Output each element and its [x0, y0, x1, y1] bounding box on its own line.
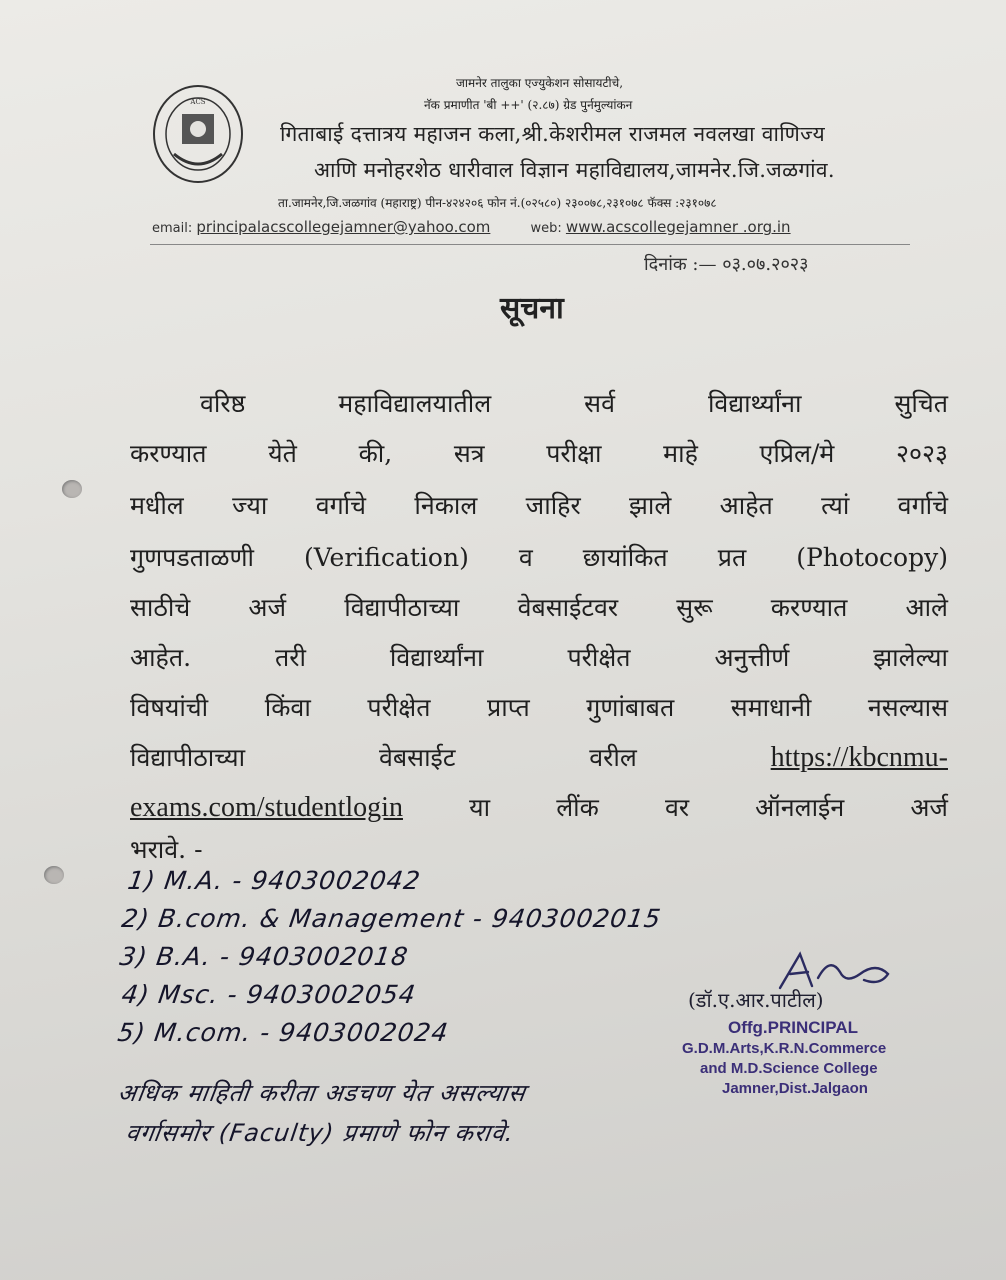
body-line: गुणपडताळणी (Verification) व छायांकित प्रत (Photocopy)	[130, 543, 948, 572]
contact-line	[152, 218, 791, 236]
punch-hole	[44, 866, 64, 884]
handwritten-note: अधिक माहिती करीता अडचण येत असल्यास	[115, 1079, 528, 1107]
body-line-link	[130, 790, 948, 824]
handwritten-contact: 2) B.com. & Management - 9403002015	[119, 904, 664, 933]
body-line-link	[130, 740, 948, 774]
notice-title: सूचना	[500, 291, 564, 326]
body-line: आहेत. तरी विद्यार्थ्यांना परीक्षेत अनुत्तीर्ण झालेल्या	[130, 643, 948, 672]
body-line: मधील ज्या वर्गाचे निकाल जाहिर झाले आहेत त्यां वर्गाचे	[130, 491, 948, 520]
handwritten-contact: 1) M.A. - 9403002042	[125, 866, 423, 895]
college-address: ता.जामनेर,जि.जळगांव (महाराष्ट्र) पीन-४२४२०६ फोन नं.(०२५८०) २३००७८,२३१०७८ फॅक्स :२३१०७८	[278, 196, 717, 210]
kbcnmu-link-part2[interactable]: exams.com/studentlogin	[130, 792, 403, 823]
body-text: या लींक वर ऑनलाईन अर्ज	[469, 793, 948, 822]
kbcnmu-link-part1[interactable]: https://kbcnmu-	[770, 742, 948, 773]
naac-grade: नॅक प्रमाणीत 'बी ++' (२.८७) ग्रेड पुर्नमुल्यांकन	[424, 98, 633, 112]
handwritten-contact: 4) Msc. - 9403002054	[119, 980, 418, 1009]
body-line: वरिष्ठ महाविद्यालयातील सर्व विद्यार्थ्यांना सुचित	[200, 389, 948, 418]
college-name-line2: आणि मनोहरशेठ धारीवाल विज्ञान महाविद्यालय,जामनेर.जि.जळगांव.	[314, 158, 835, 182]
email-link[interactable]: principalacscollegejamner@yahoo.com	[196, 218, 491, 236]
body-line: विषयांची किंवा परीक्षेत प्राप्त गुणांबाबत समाधानी नसल्यास	[130, 693, 948, 722]
email-label: email:	[152, 221, 193, 236]
handwritten-contact: 5) M.com. - 9403002024	[115, 1018, 451, 1047]
stamp-college-line1: G.D.M.Arts,K.R.N.Commerce	[682, 1040, 887, 1057]
handwritten-note: वर्गासमोर (Faculty) प्रमाणे फोन करावे.	[123, 1119, 517, 1147]
stamp-college-line3: Jamner,Dist.Jalgaon	[722, 1080, 868, 1097]
web-link[interactable]: www.acscollegejamner .org.in	[565, 218, 791, 236]
signatory-role: Offg.PRINCIPAL	[728, 1018, 859, 1037]
notice-date: दिनांक :— ०३.०७.२०२३	[644, 254, 809, 275]
signatory-name: (डॉ.ए.आर.पाटील)	[688, 988, 824, 1012]
stamp-college-line2: and M.D.Science College	[700, 1060, 878, 1077]
society-name: जामनेर तालुका एज्युकेशन सोसायटीचे,	[456, 76, 624, 90]
body-text: विद्यापीठाच्या वेबसाईट वरील	[130, 743, 637, 772]
college-name-line1: गिताबाई दत्तात्रय महाजन कला,श्री.केशरीमल राजमल नवलखा वाणिज्य	[280, 122, 825, 146]
handwritten-contact: 3) B.A. - 9403002018	[117, 942, 411, 971]
punch-hole	[62, 480, 82, 498]
body-line: भरावे. -	[130, 835, 203, 864]
web-label: web:	[530, 221, 562, 236]
header-divider	[150, 244, 910, 245]
body-line: करण्यात येते की, सत्र परीक्षा माहे एप्रिल/मे २०२३	[130, 439, 948, 468]
body-line: साठीचे अर्ज विद्यापीठाच्या वेबसाईटवर सुरू करण्यात आले	[130, 593, 948, 622]
college-seal-logo	[152, 84, 244, 184]
svg-text:ACS: ACS	[190, 98, 206, 106]
